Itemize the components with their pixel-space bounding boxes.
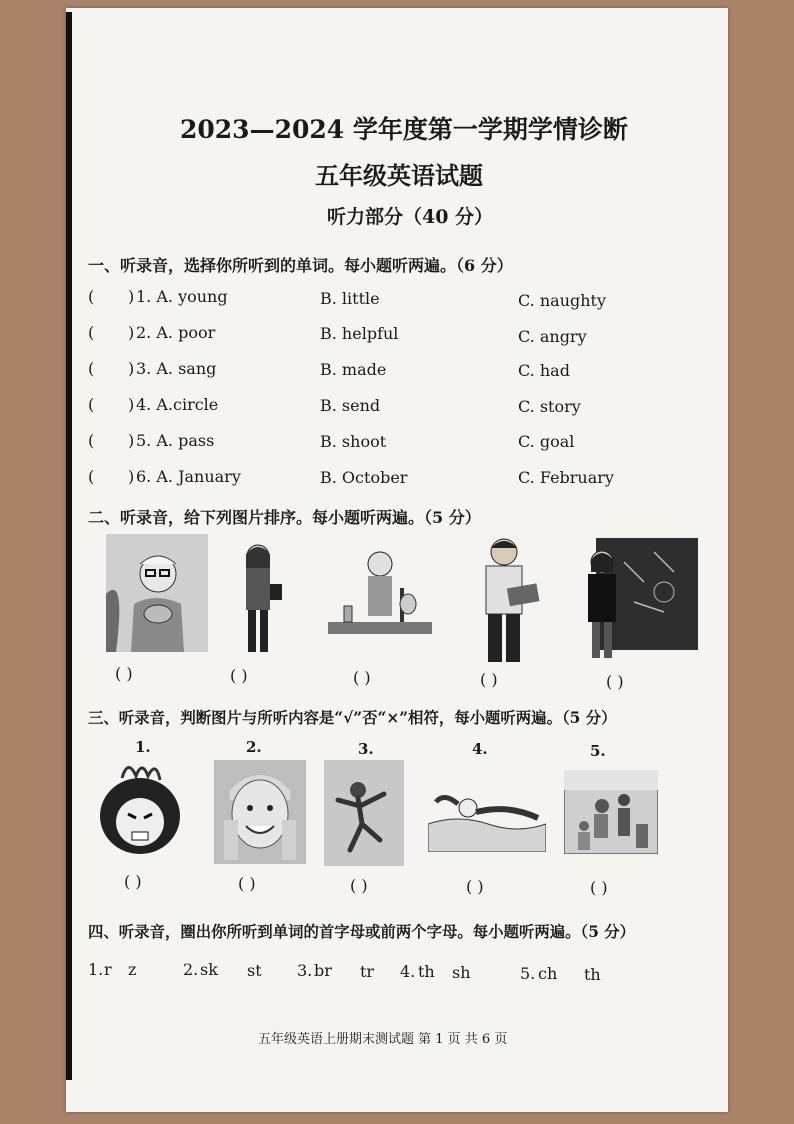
option-c: C. February (518, 468, 614, 487)
item-number: 1. (135, 738, 151, 756)
picture-man-with-clipboard (462, 534, 548, 664)
answer-paren-open[interactable]: ( (88, 287, 95, 306)
letter-option[interactable]: ch (538, 964, 558, 983)
picture-scientist (324, 548, 436, 644)
option-a: 1. A. young (136, 287, 228, 306)
option-a: 4. A.circle (136, 395, 219, 414)
answer-blank[interactable]: ( ) (115, 664, 133, 683)
answer-paren-open[interactable]: ( (88, 323, 95, 342)
letter-option[interactable]: st (247, 961, 262, 980)
answer-blank[interactable]: ( ) (350, 876, 368, 895)
option-a: 5. A. pass (136, 431, 215, 450)
answer-blank[interactable]: ( ) (238, 874, 256, 893)
answer-paren-open[interactable]: ( (88, 359, 95, 378)
answer-blank[interactable]: ( ) (353, 668, 371, 687)
picture-swimmer (428, 784, 546, 852)
picture-smiling-boy (214, 760, 306, 864)
letter-option[interactable]: tr (360, 962, 375, 981)
item-number: 3. (297, 961, 313, 980)
answer-blank[interactable]: ( ) (230, 666, 248, 685)
picture-basketball-players (564, 770, 658, 854)
option-b: B. helpful (320, 324, 399, 343)
option-c: C. angry (518, 327, 587, 346)
answer-blank[interactable]: ( ) (590, 878, 608, 897)
answer-paren-open[interactable]: ( (88, 467, 95, 486)
item-number: 4. (400, 962, 416, 981)
answer-blank[interactable]: ( ) (606, 672, 624, 691)
picture-jumping-person (324, 760, 404, 866)
item-number: 2. (183, 960, 199, 979)
answer-paren-close: ) (128, 467, 135, 486)
page-footer: 五年级英语上册期末测试题 第 1 页 共 6 页 (258, 1032, 508, 1047)
picture-old-man (106, 534, 208, 652)
section-4-heading: 四、听录音，圈出你所听到单词的首字母或前两个字母。每小题听两遍。（5 分） (88, 923, 636, 941)
section-3-heading: 三、听录音，判断图片与所听内容是“√”否“×”相符，每小题听两遍。（5 分） (88, 709, 617, 727)
option-b: B. shoot (320, 432, 387, 451)
exam-subtitle: 五年级英语试题 (315, 161, 483, 190)
option-b: B. made (320, 360, 387, 379)
answer-blank[interactable]: ( ) (124, 872, 142, 891)
option-a: 6. A. January (136, 467, 241, 486)
option-c: C. goal (518, 432, 575, 451)
binding-margin-line (66, 12, 72, 1080)
letter-option[interactable]: th (418, 962, 435, 981)
picture-teacher-at-blackboard (574, 532, 700, 664)
picture-woman-with-book (232, 540, 288, 658)
option-c: C. had (518, 361, 570, 380)
item-number: 3. (358, 740, 374, 758)
option-a: 3. A. sang (136, 359, 217, 378)
item-number: 5. (590, 742, 606, 760)
section-1-heading: 一、听录音，选择你所听到的单词。每小题听两遍。（6 分） (88, 256, 513, 275)
listening-part-title: 听力部分（40 分） (327, 206, 494, 228)
item-number: 4. (472, 740, 488, 758)
letter-option[interactable]: th (584, 965, 601, 984)
letter-option[interactable]: br (314, 961, 332, 980)
answer-blank[interactable]: ( ) (466, 877, 484, 896)
option-c: C. story (518, 397, 581, 416)
option-a: 2. A. poor (136, 323, 216, 342)
answer-paren-close: ) (128, 395, 135, 414)
answer-paren-close: ) (128, 359, 135, 378)
option-b: B. little (320, 289, 380, 308)
letter-option[interactable]: z (128, 960, 137, 979)
letter-option[interactable]: sh (452, 963, 471, 982)
option-b: B. October (320, 468, 408, 487)
answer-paren-close: ) (128, 323, 135, 342)
item-number: 2. (246, 738, 262, 756)
section-2-heading: 二、听录音，给下列图片排序。每小题听两遍。（5 分） (88, 508, 481, 527)
letter-option[interactable]: r (104, 960, 112, 979)
letter-option[interactable]: sk (200, 960, 218, 979)
answer-paren-open[interactable]: ( (88, 395, 95, 414)
option-b: B. send (320, 396, 381, 415)
item-number: 1. (88, 960, 104, 979)
picture-angry-girl (92, 758, 188, 862)
item-number: 5. (520, 964, 536, 983)
answer-paren-close: ) (128, 431, 135, 450)
option-c: C. naughty (518, 291, 607, 310)
exam-title: 2023—2024 学年度第一学期学情诊断 (180, 115, 628, 144)
answer-paren-open[interactable]: ( (88, 431, 95, 450)
answer-paren-close: ) (128, 287, 135, 306)
answer-blank[interactable]: ( ) (480, 670, 498, 689)
